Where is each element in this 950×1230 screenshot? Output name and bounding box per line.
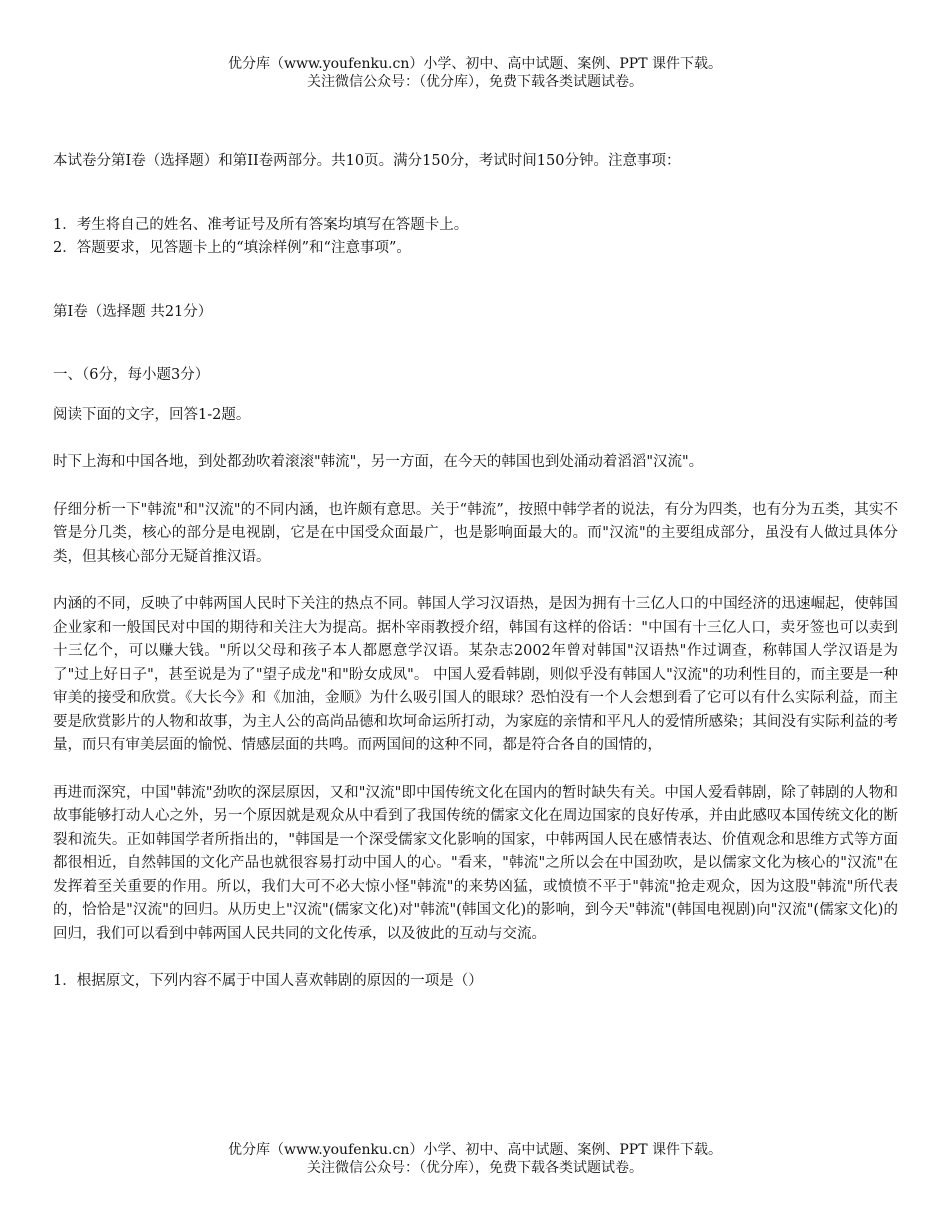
note-item-1: 1．考生将自己的姓名、准考证号及所有答案均填写在答题卡上。	[53, 216, 469, 233]
passage-paragraph-1: 时下上海和中国各地，到处都劲吹着滚滚"韩流"，另一方面，在今天的韩国也到处涌动着滔滔"汉流"。	[53, 454, 704, 470]
footer-line-1: 优分库（www.youfenku.cn）小学、初中、高中试题、案例、PPT 课件下载。	[227, 1142, 722, 1158]
header-line-1: 优分库（www.youfenku.cn）小学、初中、高中试题、案例、PPT 课件下载。	[227, 56, 722, 72]
exam-intro: 本试卷分第I卷（选择题）和第II卷两部分。共10页。满分150分，考试时间150分钟。注意事项：	[53, 153, 681, 169]
passage-paragraph-2: 仔细分析一下"韩流"和"汉流"的不同内涵，也许颇有意思。关于“韩流”，按照中韩学者的说法，有分为四类，也有分为五类，其实不管是分几类，核心的部分是电视剧，它是在中国受众面最广，也是影响面最大的。而"汉流"的主要组成部分，虽没有人做过具体分类，但其核心部分无疑首推汉语。	[53, 501, 898, 565]
section-title: 第I卷（选择题 共21分）	[53, 303, 213, 320]
footer-line-2: 关注微信公众号：（优分库），免费下载各类试题试卷。	[307, 1160, 643, 1176]
note-item-2: 2．答题要求，见答题卡上的“填涂样例”和“注意事项”。	[53, 240, 411, 256]
header-line-2: 关注微信公众号：（优分库），免费下载各类试题试卷。	[307, 74, 643, 90]
part-title: 一、（6分，每小题3分）	[53, 367, 210, 383]
page-footer	[0, 1141, 950, 1177]
question-1: 1．根据原文，下列内容不属于中国人喜欢韩剧的原因的一项是（）	[53, 973, 483, 989]
page-header	[0, 55, 950, 91]
passage-paragraph-4: 再进而深究，中国"韩流"劲吹的深层原因，又和"汉流"即中国传统文化在国内的暂时缺失有关。中国人爱看韩剧，除了韩剧的人物和故事能够打动人心之外，另一个原因就是观众从中看到了我国传统的儒家文化在周边国家的良好传承，并由此感叹本国传统文化的断裂和流失。正如韩国学者所指出的，"韩国是一个深受儒家文化影响的国家，中韩两国人民在感情表达、价值观念和思维方式等方面都很相近，自然韩国的文化产品也就很容易打动中国人的心。"看来，"韩流"之所以会在中国劲吹，是以儒家文化为核心的"汉流"在发挥着至关重要的作用。所以，我们大可不必大惊小怪"韩流"的来势凶猛，或愤愤不平于"韩流"抢走观众，因为这股"韩流"所代表的，恰恰是"汉流"的回归。从历史上"汉流"(儒家文化)对"韩流"(韩国文化)的影响，到今天"韩流"(韩国电视剧)向"汉流"(儒家文化)的回归，我们可以看到中韩两国人民共同的文化传承，以及彼此的互动与交流。	[53, 784, 898, 942]
document-body	[53, 150, 898, 994]
passage-paragraph-3: 内涵的不同，反映了中韩两国人民时下关注的热点不同。韩国人学习汉语热，是因为拥有十三亿人口的中国经济的迅速崛起，使韩国企业家和一般国民对中国的期待和关注大为提高。据朴宰雨教授介绍，韩国有这样的俗话："中国有十三亿人口，卖牙签也可以卖到十三亿个，可以赚大钱。"所以父母和孩子本人都愿意学汉语。某杂志2002年曾对韩国"汉语热"作过调查，称韩国人学汉语是为了"过上好日子"，甚至说是为了"望子成龙"和"盼女成凤"。 中国人爱看韩剧，则似乎没有韩国人"汉流"的功利性目的，而主要是一种审美的接受和欣赏。《大长今》和《加油，金顺》为什么吸引国人的眼球？恐怕没有一个人会想到看了它可以有什么实际利益，而主要是欣赏影片的人物和故事，为主人公的高尚品德和坎坷命运所打动，为家庭的亲情和平凡人的爱情所感染；其间没有实际利益的考量，而只有审美层面的愉悦、情感层面的共鸣。而两国间的这种不同，都是符合各自的国情的，	[53, 596, 898, 753]
reading-instruction: 阅读下面的文字，回答1-2题。	[53, 406, 251, 423]
